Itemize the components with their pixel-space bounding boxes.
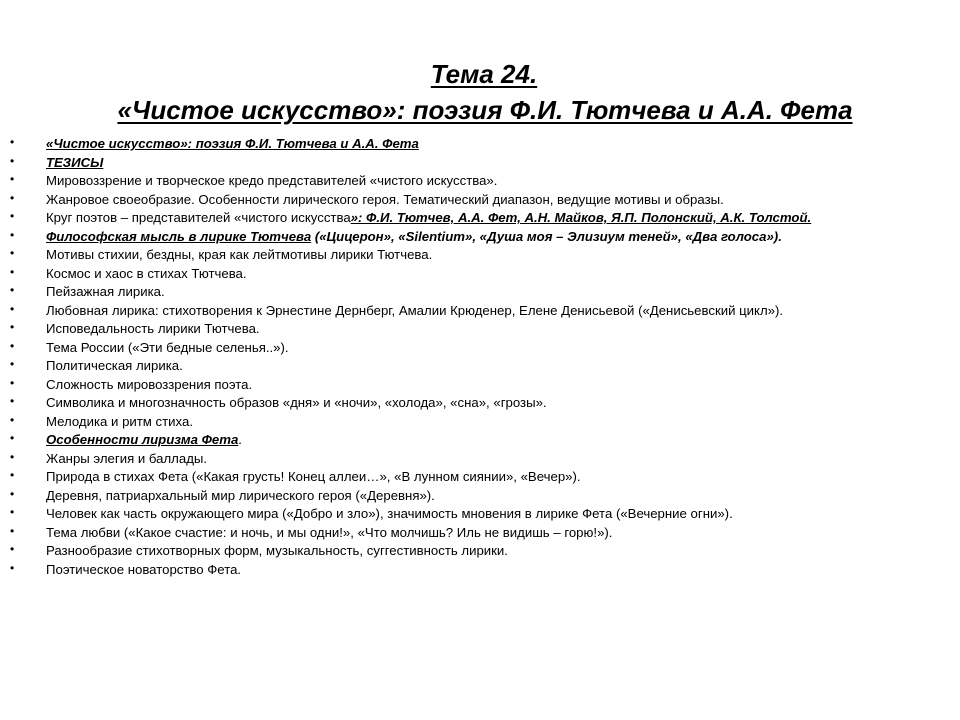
bullet-icon: • — [10, 394, 15, 408]
list-item: • Поэтическое новаторство Фета. — [10, 560, 242, 577]
list-item: • Космос и хаос в стихах Тютчева. — [10, 264, 247, 281]
bullet-icon: • — [10, 264, 15, 279]
bullet-icon: • — [10, 523, 15, 538]
list-item: • Жанры элегия и баллады. — [10, 449, 208, 466]
bullet-icon: • — [10, 468, 15, 482]
bullet-icon: • — [10, 486, 15, 501]
bullet-icon: • — [10, 357, 15, 371]
title-topic-number: Тема 24. — [430, 59, 538, 89]
list-item: • Деревня, патриархальный мир лирического героя («Деревня»). — [10, 486, 435, 503]
bullet-icon: • — [10, 560, 15, 575]
list-item: • Мировоззрение и творческое кредо представителей «чистого искусства». — [10, 172, 498, 188]
bullet-icon: • — [10, 375, 15, 390]
bullet-icon: • — [10, 172, 15, 186]
bullet-icon: • — [10, 542, 15, 556]
bullet-icon: • — [10, 301, 15, 316]
list-item: • Особенности лиризма Фета. — [10, 431, 242, 447]
bullet-icon: • — [10, 135, 15, 149]
list-item: • Пейзажная лирика. — [10, 283, 165, 299]
list-item: • Тема любви («Какое счастие: и ночь, и мы одни!», «Что молчишь? Иль не видишь – горю!»). — [10, 523, 613, 540]
list-item: • «Чистое искусство»: поэзия Ф.И. Тютчева и А.А. Фета — [10, 135, 419, 151]
title-topic-name: «Чистое искусство»: поэзия Ф.И. Тютчева и А.А. Фета — [117, 95, 853, 125]
list-item: • Мелодика и ритм стиха. — [10, 412, 193, 429]
bullet-icon: • — [10, 283, 15, 297]
list-item: • Круг поэтов – представителей «чистого искусства»: Ф.И. Тютчев, А.А. Фет, А.Н. Майков, Я.П. Полонский, А.К. Толстой. — [10, 209, 812, 225]
bullet-icon: • — [10, 505, 15, 519]
bullet-icon: • — [10, 431, 15, 445]
bullet-icon: • — [10, 449, 15, 464]
bullet-icon: • — [10, 209, 15, 223]
bullet-icon: • — [10, 338, 15, 353]
bullet-icon: • — [10, 227, 15, 242]
list-item: • Тема России («Эти бедные селенья..»). — [10, 338, 289, 355]
list-item: • Символика и многозначность образов «дня» и «ночи», «холода», «сна», «грозы». — [10, 394, 547, 410]
list-item: • Природа в стихах Фета («Какая грусть! Конец аллеи…», «В лунном сиянии», «Вечер»). — [10, 468, 581, 484]
list-item: • Исповедальность лирики Тютчева. — [10, 320, 260, 336]
list-item: • Человек как часть окружающего мира («Добро и зло»), значимость мновения в лирике Фета («Вечерние огни»). — [10, 505, 733, 521]
list-item: • ТЕЗИСЫ — [10, 153, 104, 170]
bullet-icon: • — [10, 412, 15, 427]
bullet-icon: • — [10, 190, 15, 205]
list-item: • Жанровое своеобразие. Особенности лирического героя. Тематический диапазон, ведущие мотивы и образы. — [10, 190, 724, 207]
list-item: • Разнообразие стихотворных форм, музыкальность, суггестивность лирики. — [10, 542, 508, 558]
list-item: • Любовная лирика: стихотворения к Эрнестине Дернберг, Амалии Крюденер, Елене Денисьевой («Денисьевский цикл»). — [10, 301, 784, 318]
list-item: • Философская мысль в лирике Тютчева («Цицерон», «Silentium», «Душа моя – Элизиум теней», «Два голоса»). — [10, 227, 782, 244]
bullet-icon: • — [10, 320, 15, 334]
bullet-icon: • — [10, 153, 15, 168]
list-item: • Мотивы стихии, бездны, края как лейтмотивы лирики Тютчева. — [10, 246, 433, 262]
bullet-icon: • — [10, 246, 15, 260]
list-item: • Сложность мировоззрения поэта. — [10, 375, 253, 392]
slide-title — [0, 56, 960, 128]
thesis-list — [10, 136, 910, 580]
list-item: • Политическая лирика. — [10, 357, 183, 373]
